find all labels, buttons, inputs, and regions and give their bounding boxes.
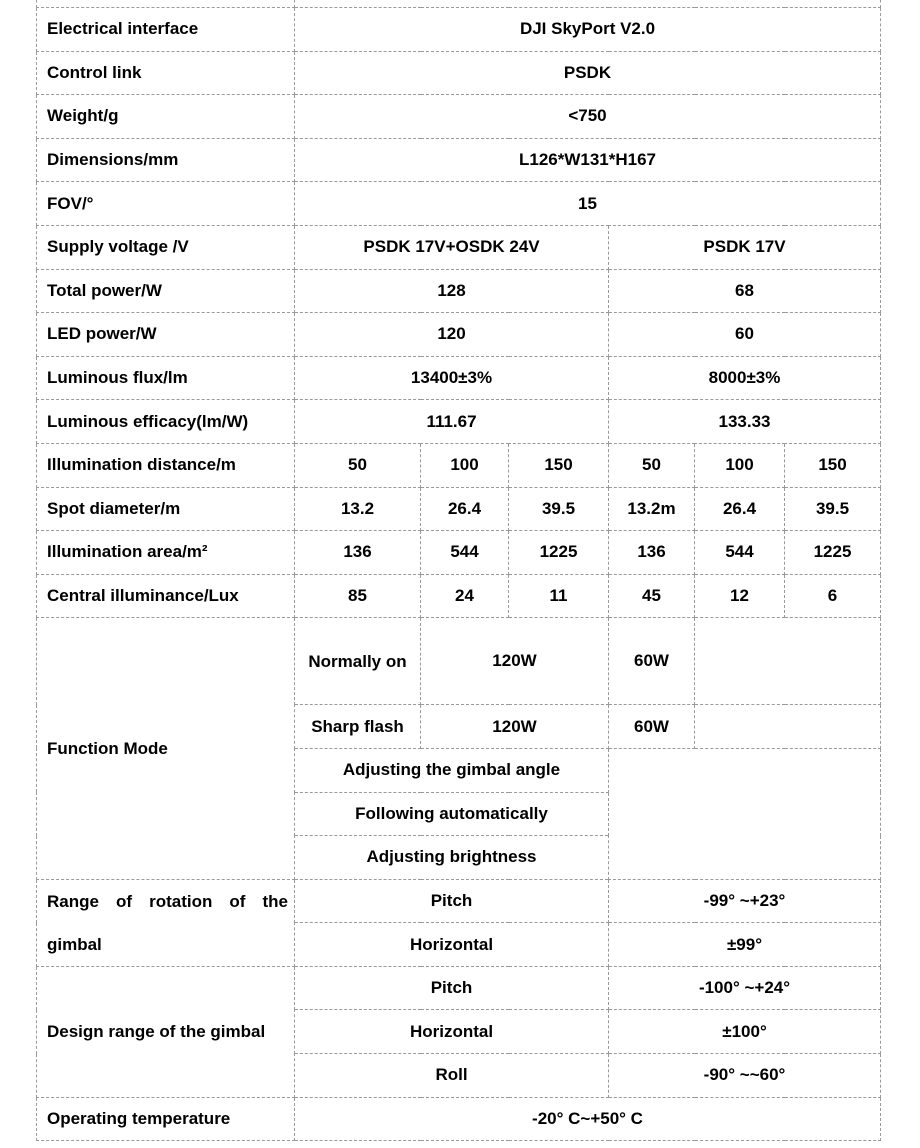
- row-label: Range of rotation of the gimbal: [37, 879, 295, 966]
- row-label: Electrical interface: [37, 8, 295, 52]
- row-value: L126*W131*H167: [295, 138, 881, 182]
- table-cell: 1225: [509, 531, 609, 575]
- table-cell: 13.2m: [609, 487, 695, 531]
- table-cell: 150: [509, 443, 609, 487]
- table-row: [37, 966, 881, 1010]
- axis-value: -99° ~+23°: [609, 879, 881, 923]
- mode-label: Normally on: [295, 618, 421, 705]
- table-row: [37, 1097, 881, 1141]
- table-cell: [295, 0, 881, 8]
- table-cell: 39.5: [509, 487, 609, 531]
- row-value: PSDK: [295, 51, 881, 95]
- table-cell: 544: [695, 531, 785, 575]
- table-cell: 85: [295, 574, 421, 618]
- table-row: [37, 269, 881, 313]
- table-cell: 26.4: [695, 487, 785, 531]
- feature-item: Following automatically: [295, 792, 609, 836]
- mode-a-value: PSDK 17V+OSDK 24V: [295, 225, 609, 269]
- table-row: [37, 0, 881, 8]
- axis-label: Pitch: [295, 966, 609, 1010]
- mode-a-value: 120: [295, 313, 609, 357]
- row-label: Illumination distance/m: [37, 443, 295, 487]
- table-cell: 39.5: [785, 487, 881, 531]
- table-cell: 50: [609, 443, 695, 487]
- table-row: [37, 313, 881, 357]
- table-row: [37, 356, 881, 400]
- table-cell: 6: [785, 574, 881, 618]
- table-cell: 544: [421, 531, 509, 575]
- row-label: Total power/W: [37, 269, 295, 313]
- table-cell: 100: [421, 443, 509, 487]
- table-cell: [37, 0, 295, 8]
- table-cell: 11: [509, 574, 609, 618]
- axis-label: Roll: [295, 1054, 609, 1098]
- feature-item: Adjusting the gimbal angle: [295, 748, 609, 792]
- table-row: [37, 531, 881, 575]
- axis-value: -100° ~+24°: [609, 966, 881, 1010]
- table-row: [37, 618, 881, 705]
- table-cell: 136: [609, 531, 695, 575]
- table-row: [37, 95, 881, 139]
- table-cell: [695, 705, 881, 749]
- table-cell: 100: [695, 443, 785, 487]
- mode-a-value: 128: [295, 269, 609, 313]
- mode-label: Sharp flash: [295, 705, 421, 749]
- table-cell: 12: [695, 574, 785, 618]
- row-value: DJI SkyPort V2.0: [295, 8, 881, 52]
- row-label: Central illuminance/Lux: [37, 574, 295, 618]
- mode-b-value: 60: [609, 313, 881, 357]
- table-cell: [695, 618, 881, 705]
- mode-b-value: 60W: [609, 618, 695, 705]
- table-row: [37, 574, 881, 618]
- table-row: [37, 8, 881, 52]
- table-row: [37, 51, 881, 95]
- table-cell: 13.2: [295, 487, 421, 531]
- table-cell: 24: [421, 574, 509, 618]
- row-label: Weight/g: [37, 95, 295, 139]
- row-value: 15: [295, 182, 881, 226]
- feature-item: Adjusting brightness: [295, 836, 609, 880]
- table-row: [37, 225, 881, 269]
- table-cell: 136: [295, 531, 421, 575]
- row-label: Dimensions/mm: [37, 138, 295, 182]
- table-cell: [609, 748, 881, 879]
- axis-label: Pitch: [295, 879, 609, 923]
- table-row: [37, 487, 881, 531]
- table-cell: 45: [609, 574, 695, 618]
- mode-b-value: 60W: [609, 705, 695, 749]
- mode-a-value: 111.67: [295, 400, 609, 444]
- axis-label: Horizontal: [295, 923, 609, 967]
- mode-a-value: 120W: [421, 618, 609, 705]
- mode-b-value: 68: [609, 269, 881, 313]
- table-row: [37, 138, 881, 182]
- row-label: Operating temperature: [37, 1097, 295, 1141]
- table-cell: 26.4: [421, 487, 509, 531]
- row-label: LED power/W: [37, 313, 295, 357]
- row-label: Supply voltage /V: [37, 225, 295, 269]
- row-label: Luminous flux/lm: [37, 356, 295, 400]
- row-label: Illumination area/m²: [37, 531, 295, 575]
- row-label: Function Mode: [37, 618, 295, 879]
- table-cell: 50: [295, 443, 421, 487]
- table-row: [37, 879, 881, 923]
- mode-a-value: 120W: [421, 705, 609, 749]
- row-label: Luminous efficacy(lm/W): [37, 400, 295, 444]
- table-row: [37, 400, 881, 444]
- axis-value: -90° ~~60°: [609, 1054, 881, 1098]
- row-value: <750: [295, 95, 881, 139]
- axis-value: ±100°: [609, 1010, 881, 1054]
- mode-b-value: 8000±3%: [609, 356, 881, 400]
- row-label: Spot diameter/m: [37, 487, 295, 531]
- table-cell: 150: [785, 443, 881, 487]
- row-value: -20° C~+50° C: [295, 1097, 881, 1141]
- table-cell: 1225: [785, 531, 881, 575]
- row-label: Design range of the gimbal: [37, 966, 295, 1097]
- row-label: Control link: [37, 51, 295, 95]
- spec-table: [36, 0, 881, 1141]
- axis-label: Horizontal: [295, 1010, 609, 1054]
- table-row: [37, 443, 881, 487]
- mode-a-value: 13400±3%: [295, 356, 609, 400]
- row-label: FOV/°: [37, 182, 295, 226]
- mode-b-value: PSDK 17V: [609, 225, 881, 269]
- table-row: [37, 182, 881, 226]
- axis-value: ±99°: [609, 923, 881, 967]
- mode-b-value: 133.33: [609, 400, 881, 444]
